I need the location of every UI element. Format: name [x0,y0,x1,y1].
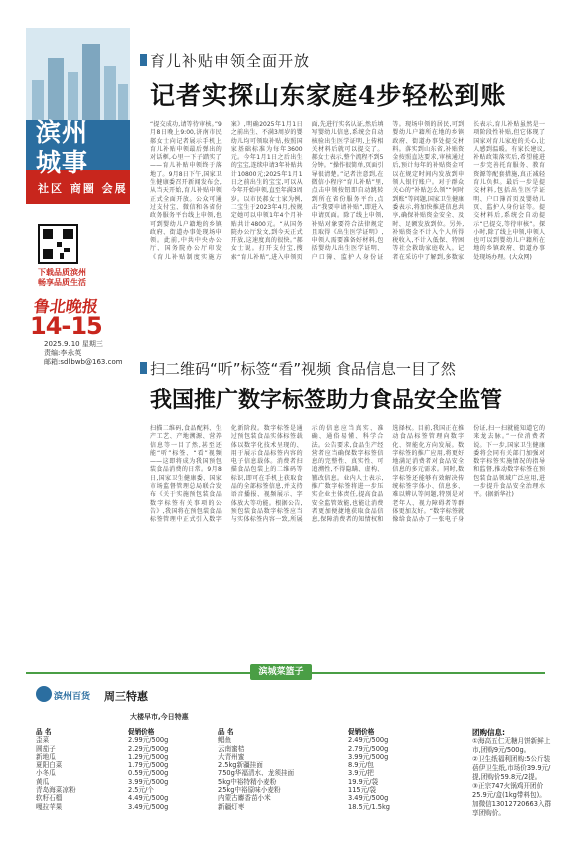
list-item: 圆茄子 [36,744,56,753]
issue-date: 2025.9.10 星期三 [44,340,103,348]
list-item: 大青州蜜 [218,752,245,761]
promo-tag: 滨城菜篮子 [250,664,312,680]
list-item: 小冬瓜 [36,769,56,778]
headline-marker-icon [140,54,147,66]
qr-label-line1: 下载品质滨州 [38,268,86,277]
list-item: 歪菜 [36,736,50,745]
store-logo-text: 滨州百货 [54,692,91,702]
editor-email: 邮箱:sdlbwb@163.com [44,358,123,366]
group-buy-title: 团购信息: [472,728,505,737]
list-item: 2.99元/500g [128,736,169,745]
section-title: 滨州城事 [36,118,89,177]
list-item: 2.5元/个 [128,786,154,795]
list-item: 3.49元/500g [128,802,169,811]
list-item: 夏阳白菜 [36,761,63,770]
list-item: 115元/袋 [348,786,376,795]
list-item: 750g华福清水、龙须挂面 [218,769,295,778]
list-item: 云南蜜桔 [218,744,245,753]
qr-label-line2: 畅享品质生活 [38,278,86,287]
list-item: 黄瓜 [36,777,50,786]
list-item: 加微信13012720663入群享团购价。 [472,800,552,817]
list-item: 5kg中裕特精小麦粉 [218,777,277,786]
newspaper-logo: 鲁北晚报 [32,297,100,316]
list-item: 2.5kg新疆挂面 [218,761,263,770]
col-header: 品 名 [36,728,52,736]
list-item: 嘎拉苹果 [36,802,63,811]
list-item: 3.49元/500g [348,794,389,803]
section-sidebar [26,28,130,370]
promo-subheading: 大楼早市,今日特惠 [130,713,189,721]
list-item: 4.49元/500g [128,794,169,803]
list-item: 2.29元/500g [128,744,169,753]
article2-headline: 我国推广数字标签助力食品安全监管 [150,387,503,413]
list-item: 软籽石榴 [36,794,63,803]
promo-heading: 周三特惠 [104,690,148,703]
list-item: ②卫生纸福利团购:5公斤装蓓伊卫生纸,市场价39.9元/提,团购价59.8元/2提。 [472,755,551,781]
col-header: 品 名 [218,728,234,736]
article2-kicker: 扫二维码“听”标签“看”视频 食品信息一目了然 [150,360,456,378]
list-item: 8.9元/包 [348,761,374,770]
qr-code-icon[interactable] [38,224,78,264]
article1-headline: 记者实探山东家庭4步轻松到账 [150,81,507,110]
promo-col1-prices [128,728,168,811]
article1-kicker: 育儿补贴申领全面开放 [150,52,311,70]
list-item: 19.9元/袋 [348,777,379,786]
list-item: 3.99元/500g [128,777,169,786]
col-header: 促销价格 [128,728,155,736]
store-logo [36,684,90,706]
list-item: 3.9元/把 [348,769,374,778]
article2-body: 扫描二维码,食品配料、生产工艺、产地溯源、营养信息等一目了然,甚至还能“听”标签、“看”视频——这即将成为我国预包装食品消费的日常。9月8日,国家卫生健康委、国家市场监督管理总局联合发布《关于实施预包装食品数字标签有关事项的公告》,我国将在预包装食品标签管理中正式引入数字化新阶段。数字标签是通过预包装食品实体标签载体以数字化技术呈现的、用于展示食品标签内容的电子信息载体。消费者扫描食品包装上的二维码等标识,即可在手机上获取食品的全部标签信息,并支持语音播报、视频展示、字体放大等功能。根据公告,预包装食品数字标签应当与实体标签内容一致,所展示的信息应当真实、准确、通俗易懂、科学合法。公告要求,食品生产经营者应当确保数字标签信息的完整性、真实性、可追溯性,不得隐瞒、虚构、篡改信息。业内人士表示,推广数字标签将进一步压实企业主体责任,提高食品安全监管效能,也能让消费者更加便捷地获取食品信息,保障消费者的知情权和选择权。目前,我国正在推动食品标签管理向数字化、智能化方向发展。数字标签的推广应用,将更好地满足消费者对食品安全信息的多元需求。同时,数字标签还能够有效解决传统标签字体小、信息多、难以辨认等问题,特别是对老年人、视力障碍者等群体更加友好。“数字标签就像给食品办了一张电子身份证,扫一扫就能知道它的来龙去脉。”一位消费者说。下一步,国家卫生健康委将会同有关部门加强对数字标签实施情况的指导和监督,推动数字标签在预包装食品领域广泛应用,进一步提升食品安全治理水平。(据新华社) [150,425,545,524]
list-item: 2.79元/500g [348,744,389,753]
group-buy-info [472,728,552,818]
list-item: 内蒙古麝香苗小米 [218,794,271,803]
qr-label [38,268,86,288]
headline-marker-icon [140,362,147,374]
list-item: 25kg中裕原味小麦粉 [218,786,281,795]
page-meta [44,340,123,367]
list-item: 新疆灯枣 [218,802,245,811]
editor-name: 责编:李永英 [44,349,82,357]
list-item: ③正宗747火锅鸡开团价25.9元/盒(1kg带料包)。 [472,782,546,799]
list-item: ①海高五仁无糖月饼新鲜上市,团购9元/500g。 [472,737,551,754]
list-item: 1.29元/500g [128,752,169,761]
promo-col1-names [36,728,76,811]
page-number: 14-15 [30,312,102,340]
section-subtitle: 社区 商圈 会展 [38,182,128,195]
store-logo-icon [36,686,52,702]
promo-col2-prices [348,728,390,811]
promo-col2-names [218,728,294,811]
list-item: 18.5元/1.5kg [348,802,390,811]
city-skyline-image [26,28,130,120]
article1-body: “提交成功,请等待审核。”9月8日晚上9:00,济南市民郝女士向记者展示手机上育儿补贴申领最后弹出的对话框,心里一下子踏实了——育儿补贴申领终于落地了。9月8日下午,国家卫生健康委召开新闻发布会,从当天开始,育儿补贴申领正式全面开放。公众可通过支付宝、微信和各省份政务服务平台线上申领,也可到婴幼儿户籍地的乡镇政府、街道办事处现场申领。此前,中共中央办公厅、国务院办公厅印发《育儿补贴制度实施方案》,明确2025年1月1日之前出生、不满3周岁的婴幼儿均可领取补贴,按照国家基础标准为每年3600元。今年1月1日之后出生的宝宝,连续申请3年补贴共计10800元;2025年1月1日之前出生的宝宝,可以从今年开始申领,直至年满3周岁。以市民郝女士家为例,二宝生于2023年4月,按规定她可以申领1年4个月补贴共计4800元。“从国务院办公厅发文,到今天正式开放,这速度真的很快。”郝女士说。打开支付宝,搜索“育儿补贴”,进入申领页面,先进行实名认证,然后填写婴幼儿信息,系统会自动核验出生医学证明,上传相关材料后就可以提交了。郝女士表示,整个流程不到5分钟。“操作很简单,页面引导很清楚。”记者注意到,在微信小程序“育儿补贴”里,点击申领按钮即自动跳转到所在省份服务平台,点击“我要申请补贴”,即进入申请页面。除了线上申领,补贴对象要符合法律规定且取得《出生医学证明》,申领人需要准备好材料,包括婴幼儿出生医学证明、户口簿、监护人身份证等。现场申领的居民,可到婴幼儿户籍所在地的乡镇政府、街道办事处提交材料。落实到山东省,补贴资金按照直达要求,审核通过后,预计每年的补贴资金可以在规定时间内发放到申领人银行账户。对于群众关心的“补贴怎么领”“何时到账”等问题,国家卫生健康委表示,将加快推进信息共享,确保补贴资金安全、及时、足额发放到位。另外,补贴资金不计入个人所得税收入,不计入低保、特困等社会救助家庭收入。记者在采访中了解到,多数家长表示,育儿补贴虽然是一项阶段性补贴,但它体现了国家对育儿家庭的关心,让人感到温暖。有家长建议,补贴政策落实后,希望能进一步完善托育服务、教育资源等配套措施,真正减轻育儿负担。最后一步是提交材料,包括出生医学证明、户口簿首页及婴幼儿页、监护人身份证等。提交材料后,系统会自动提示“已提交,等待审核”。探小时,除了线上申领,申领人也可以到婴幼儿户籍所在地的乡镇政府、街道办事处现场办理。(大众网) [150,121,545,261]
list-item: 0.59元/500g [128,769,169,778]
list-item: 2.49元/500g [348,736,389,745]
list-item: 鲳鱼 [218,736,232,745]
list-item: 1.79元/500g [128,761,169,770]
list-item: 青岛海菜凉粉 [36,786,76,795]
list-item: 3.99元/500g [348,752,389,761]
list-item: 新地瓜 [36,752,56,761]
col-header: 促销价格 [348,728,375,736]
